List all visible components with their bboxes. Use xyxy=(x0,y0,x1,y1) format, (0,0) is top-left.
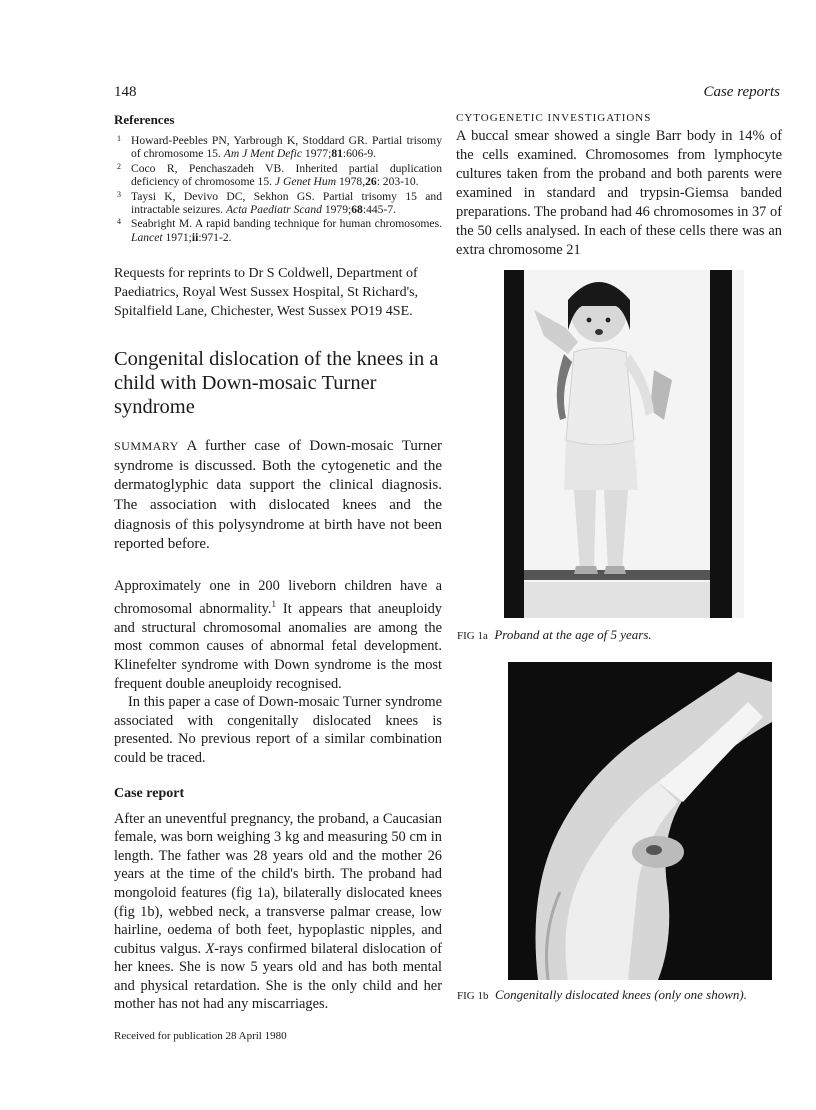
case-report-heading: Case report xyxy=(114,785,185,801)
references-heading: References xyxy=(114,112,175,127)
case-report-paragraph: After an uneventful pregnancy, the proband, a Caucasian female, was born weighing 3 kg and measuring 50 cm in length. The father was 28 years old and the mother 26 years at the time of the child's birth. The proband had mongoloid features (fig 1a), bilaterally dislocated knees (fig 1b), webbed neck, a transverse palmar crease, low hairline, oedema of both feet, hypoplastic nipples, and cubitus valgus. X-rays confirmed bilateral dislocation of her knees. She is now 5 years old and has both mental and physical retardation. She is the only child and her mother has not had any miscarriages. xyxy=(114,810,442,1013)
references-list xyxy=(114,134,442,244)
right-column xyxy=(456,112,782,260)
intro-paragraph-2: In this paper a case of Down-mosaic Turner syndrome associated with congenitally dislocated knees is presented. No previous report of a similar combination could be traced. xyxy=(114,694,442,766)
running-head: Case reports xyxy=(703,84,780,100)
article-title: Congenital dislocation of the knees in a child with Down-mosaic Turner syndrome xyxy=(114,348,439,419)
reference-item: 2 Coco R, Penchaszadeh VB. Inherited partial duplication deficiency of chromosome 15. J Genet Hum 1978,26: 203-10. xyxy=(117,161,442,189)
cytogenetic-heading: CYTOGENETIC INVESTIGATIONS xyxy=(456,112,652,124)
reprints-address: Requests for reprints to Dr S Coldwell, Department of Paediatrics, Royal West Sussex Hospital, St Richard's, Spitalfield Lane, Chichester, West Sussex PO19 4SE. xyxy=(114,266,419,320)
reference-item: 4 Seabright M. A rapid banding technique for human chromosomes. Lancet 1971;ii:971-2. xyxy=(117,217,442,244)
cytogenetic-paragraph: A buccal smear showed a single Barr body in 14% of the cells examined. Chromosomes from lymphocyte cultures taken from the proband and both parents were examined in standard and trypsin-Giemsa banded preparations. The proband had 46 chromosomes in 37 of the 50 cells analysed. In each of these cells there was an extra chromosome 21 xyxy=(456,128,782,258)
summary-text: A further case of Down-mosaic Turner syndrome is discussed. Both the cytogenetic and the dermatoglyphic data support the clinical diagnosis. The association with dislocated knees and the diagnosis of this polysyndrome at birth have not been reported before. xyxy=(114,438,442,553)
left-column xyxy=(114,112,442,1042)
footnote-ref: 1 xyxy=(271,599,276,610)
figure-1a-caption: FIG 1a Proband at the age of 5 years. xyxy=(457,627,652,642)
summary-label: SUMMARY xyxy=(114,439,179,454)
page-number: 148 xyxy=(114,84,137,100)
figure-1b-photo xyxy=(508,662,772,980)
reference-item: 1 Howard-Peebles PN, Yarbrough K, Stoddard GR. Partial trisomy of chromosome 15. Am J Ment Defic 1977;81:606-9. xyxy=(117,134,442,161)
figure-1a-photo xyxy=(504,270,744,618)
intro-paragraph-1: Approximately one in 200 liveborn children have a chromosomal abnormality.$^1$ It appears that aneuploidy and structural chromosomal anomalies are among the most common causes of abnormal fetal development. Klinefelter syndrome with Down syndrome is the most frequent double aneuploidy recognised. xyxy=(114,577,442,692)
figure-1b-caption: FIG 1b Congenitally dislocated knees (only one shown). xyxy=(457,987,747,1002)
summary xyxy=(114,437,442,555)
received-date: Received for publication 28 April 1980 xyxy=(114,1030,287,1043)
reference-item: 3 Taysi K, Devivo DC, Sekhon GS. Partial trisomy 15 and intractable seizures. Acta Paediatr Scand 1979;68:445-7. xyxy=(117,189,442,217)
